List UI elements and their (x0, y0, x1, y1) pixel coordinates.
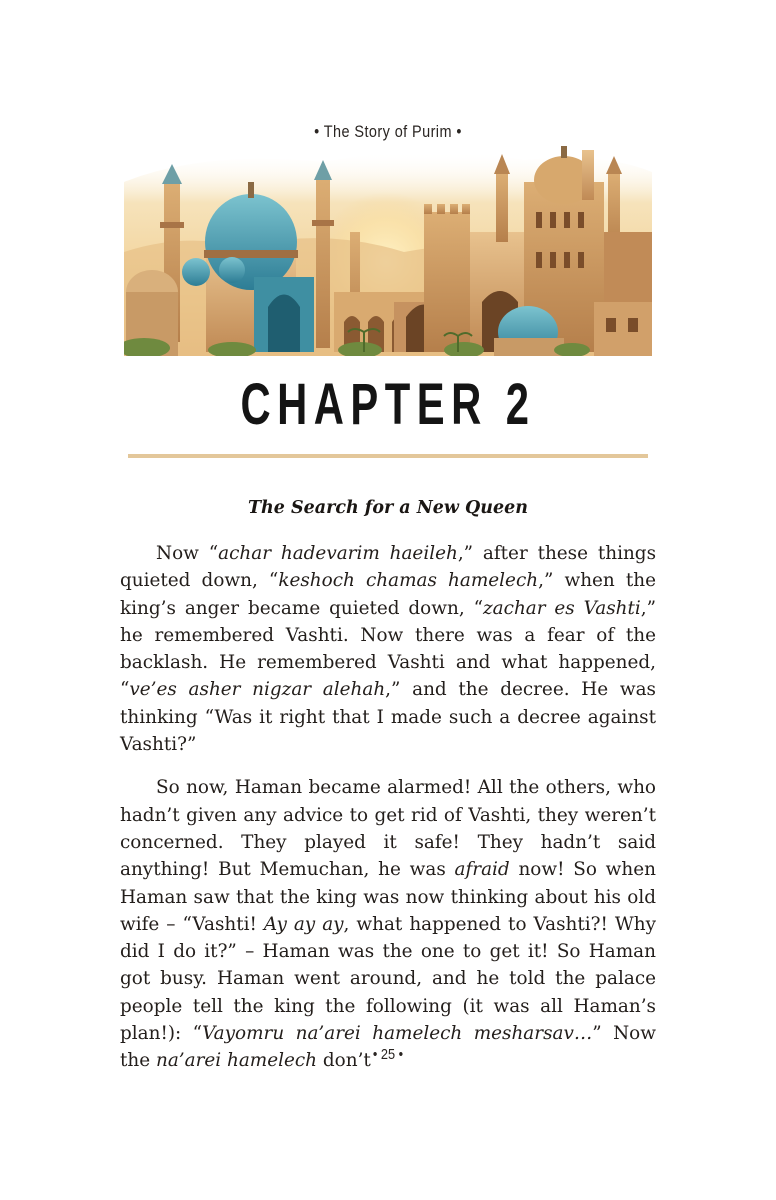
text-run: ,” after these things quieted down, “ (120, 543, 657, 592)
running-head: • The Story of Purim • (314, 122, 462, 141)
section-heading: The Search for a New Queen (248, 498, 528, 518)
paragraph-2 (120, 774, 656, 1074)
italic-phrase: Ay ay ay (263, 913, 344, 935)
text-run: ” Now the (120, 1023, 656, 1072)
text-run: , what happened to Vashti?! Why did I do it?” – Haman was the one to get it! So Haman got busy. Haman went around, and he told the palace people tell the king the following (it was all Haman’s plan!): “ (120, 913, 657, 1045)
italic-phrase: achar hadevarim haeileh (218, 543, 458, 564)
page-number: • 25 • (372, 1046, 404, 1063)
palace-cityscape-illustration (124, 142, 652, 356)
italic-phrase: na’arei hamelech (155, 1050, 318, 1072)
italic-phrase: zachar es Vashti (482, 597, 641, 619)
chapter-title: CHAPTER 2 (240, 372, 536, 437)
text-run: So now, Haman became alarmed! All the others, who hadn’t given any advice to get rid of Vashti, they weren’t concerned. They played it safe! They hadn’t said anything! But Memuchan, he was (120, 777, 656, 881)
body-text (120, 540, 656, 1091)
italic-phrase: keshoch chamas hamelech (278, 570, 539, 592)
chapter-title-rule (128, 454, 648, 458)
italic-phrase: afraid (454, 859, 510, 881)
text-run: ,” he remembered Vashti. Now there was a fear of the backlash. He remembered Vashti and what happened, “ (120, 597, 656, 701)
text-run: ,” and the decree. He was thinking “Was it right that I made such a decree against Vashti?” (120, 679, 656, 756)
text-run: now! So when Haman saw that the king was now thinking about his old wife – “Vashti! (120, 859, 656, 935)
text-run: ,” when the king’s anger became quieted down, “ (120, 570, 656, 619)
paragraph-1 (120, 540, 656, 758)
italic-phrase: Vayomru na’arei hamelech mesharsav… (202, 1023, 593, 1045)
text-run: don’t (317, 1050, 371, 1072)
text-run: Now “ (156, 543, 219, 564)
italic-phrase: ve’es asher nigzar alehah (129, 679, 386, 701)
